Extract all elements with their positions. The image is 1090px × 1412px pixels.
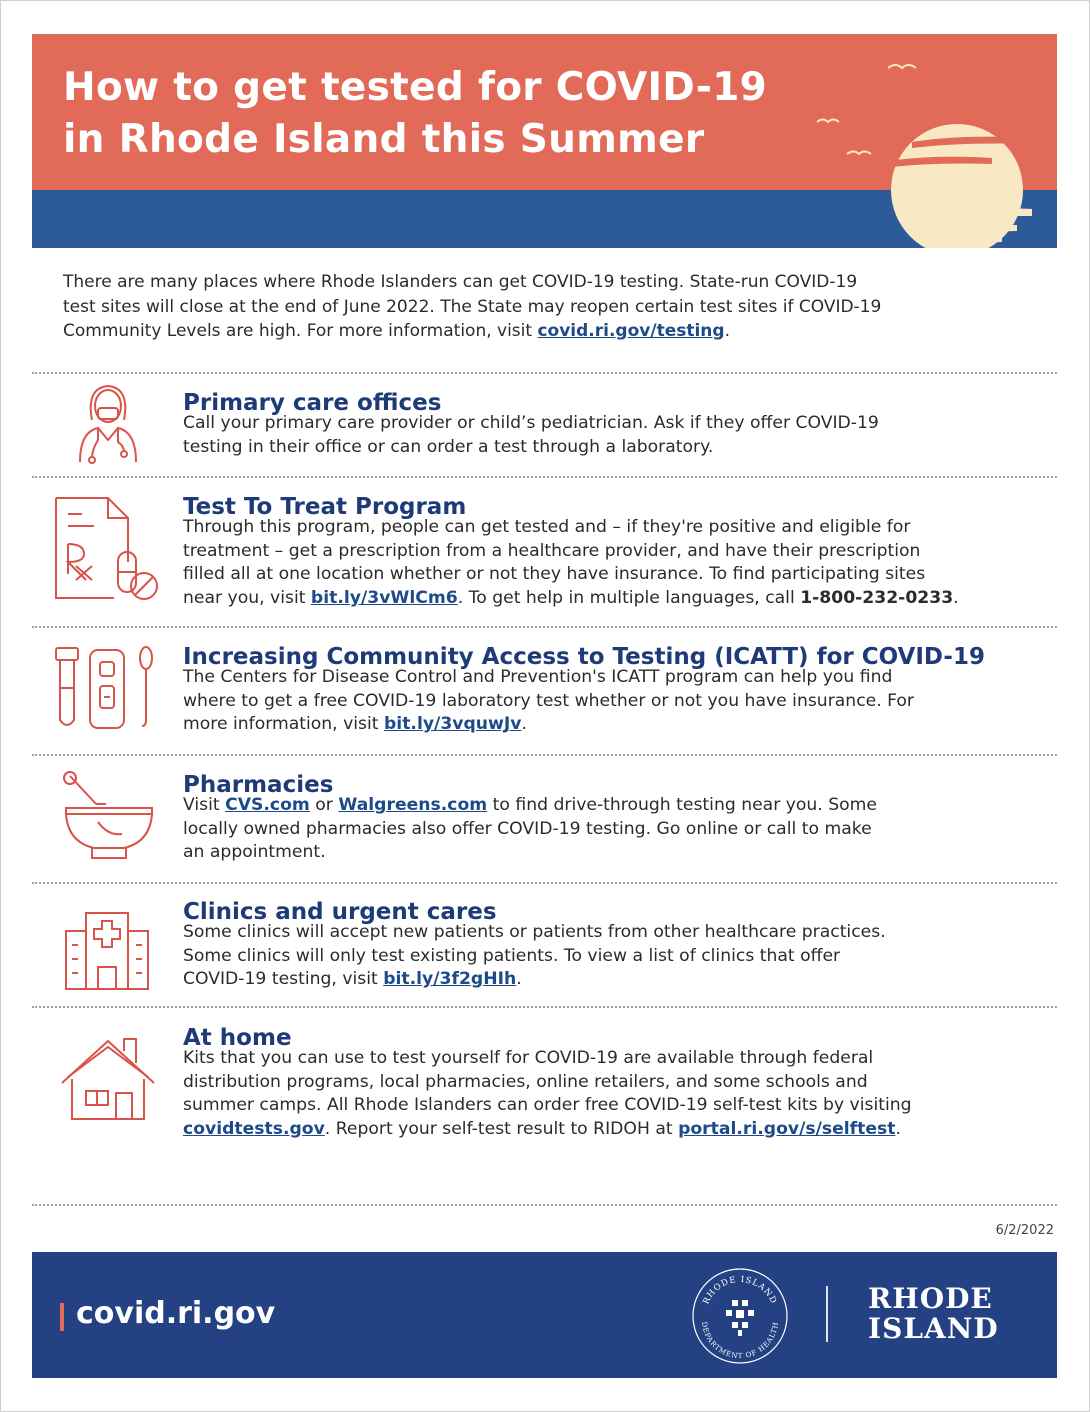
wordmark-line-2: ISLAND (868, 1312, 999, 1345)
icatt-link[interactable]: bit.ly/3vquwJv (384, 714, 522, 735)
cvs-link[interactable]: CVS.com (225, 795, 310, 815)
at-home-line-1: Kits that you can use to test yourself for COVID-19 are available through federal (183, 1048, 874, 1068)
pharmacies-text-or: or (309, 795, 339, 815)
pharmacies-line-2: locally owned pharmacies also offer COVID-19 testing. Go online or call to make (183, 818, 872, 839)
prescription-icon (52, 494, 162, 606)
divider (32, 1006, 1057, 1008)
icatt-line-1: The Centers for Disease Control and Prevention's ICATT program can help you find (183, 667, 893, 687)
at-home-text: . Report your self-test result to RIDOH at (324, 1118, 679, 1139)
test-to-treat-title: Test To Treat Program (183, 494, 467, 520)
seal-text-top: RHODE ISLAND (701, 1274, 779, 1307)
icatt-title: Increasing Community Access to Testing (ICATT) for COVID-19 (183, 644, 985, 670)
icatt-text: more information, visit (183, 714, 384, 735)
test-to-treat-text-2: . To get help in multiple languages, call (457, 587, 801, 608)
divider (32, 882, 1057, 884)
wordmark-line-1: RHODE (868, 1282, 993, 1315)
walgreens-link[interactable]: Walgreens.com (338, 795, 488, 815)
clinics-line-2: Some clinics will only test existing patients. To view a list of clinics that offer (183, 945, 841, 966)
at-home-line-2: distribution programs, local pharmacies, online retailers, and some schools and (183, 1071, 868, 1092)
clinics-punct: . (516, 969, 522, 990)
document-date: 6/2/2022 (995, 1223, 1054, 1238)
clinics-text: COVID-19 testing, visit (183, 969, 384, 990)
rhode-island-wordmark (868, 1284, 999, 1344)
test-to-treat-punct: . (953, 587, 959, 608)
icatt-punct: . (521, 714, 527, 735)
test-to-treat-line-3: filled all at one location whether or not they have insurance. To find participating sites (183, 564, 926, 585)
primary-care-line-2: testing in their office or can order a test through a laboratory. (183, 436, 714, 457)
clinics-title: Clinics and urgent cares (183, 899, 497, 925)
test-kit-icon (52, 644, 162, 732)
divider (32, 1204, 1057, 1206)
page-title (63, 62, 767, 166)
icatt-body (183, 666, 914, 737)
house-icon (52, 1031, 162, 1127)
intro-punct: . (724, 321, 730, 341)
test-to-treat-body (183, 516, 959, 610)
divider (32, 754, 1057, 756)
header-banner (32, 34, 1057, 248)
primary-care-line-1: Call your primary care provider or child’s pediatrician. Ask if they offer COVID-19 (183, 413, 879, 433)
at-home-punct: . (895, 1118, 901, 1139)
intro-line-2: test sites will close at the end of June 2022. The State may reopen certain test sites if COVID-19 (63, 296, 882, 317)
pharmacies-title: Pharmacies (183, 772, 334, 798)
pharmacies-text-2: to find drive-through testing near you. Some (487, 795, 877, 815)
title-line-2: in Rhode Island this Summer (63, 117, 705, 162)
at-home-body (183, 1047, 912, 1141)
selftest-portal-link[interactable]: portal.ri.gov/s/selftest (678, 1118, 896, 1139)
primary-care-title: Primary care offices (183, 390, 442, 416)
mortar-pestle-icon (52, 770, 162, 862)
clinics-line-1: Some clinics will accept new patients or patients from other healthcare practices. (183, 922, 886, 942)
pharmacies-line-3: an appointment. (183, 842, 326, 863)
intro-paragraph (63, 270, 1023, 344)
primary-care-body (183, 412, 879, 459)
footer-separator (826, 1286, 828, 1342)
icatt-line-3 (183, 713, 914, 737)
intro-text: Community Levels are high. For more information, visit (63, 321, 538, 341)
doctor-icon (52, 380, 162, 470)
ridoh-seal-icon (690, 1266, 790, 1366)
divider (32, 626, 1057, 628)
seal-text-bottom: DEPARTMENT OF HEALTH (699, 1321, 781, 1361)
helpline-number[interactable]: 1-800-232-0233 (800, 587, 954, 608)
hospital-icon (52, 909, 162, 991)
intro-line-1: There are many places where Rhode Islanders can get COVID-19 testing. State-run COVID-19 (63, 272, 858, 292)
test-to-treat-text: near you, visit (183, 587, 311, 608)
footer (32, 1252, 1057, 1378)
intro-line-3 (63, 319, 1023, 344)
at-home-line-4 (183, 1118, 912, 1142)
title-line-1: How to get tested for COVID-19 (63, 65, 768, 110)
clinics-body (183, 921, 886, 992)
svg-text:RHODE ISLAND (701, 1275, 778, 1306)
footer-url-link[interactable]: covid.ri.gov (76, 1296, 276, 1331)
footer-accent-bar (60, 1303, 64, 1331)
pharmacies-body (183, 794, 877, 865)
at-home-line-3: summer camps. All Rhode Islanders can order free COVID-19 self-test kits by visiting (183, 1095, 912, 1116)
divider (32, 476, 1057, 478)
pharmacies-line-1 (183, 794, 877, 818)
divider (32, 372, 1057, 374)
test-to-treat-link[interactable]: bit.ly/3vWlCm6 (310, 587, 458, 608)
at-home-title: At home (183, 1025, 292, 1051)
test-to-treat-line-1: Through this program, people can get tested and – if they're positive and eligible for (183, 517, 911, 537)
test-to-treat-line-2: treatment – get a prescription from a healthcare provider, and have their prescription (183, 540, 921, 561)
icatt-line-2: where to get a free COVID-19 laboratory test whether or not you have insurance. For (183, 690, 914, 711)
testing-link[interactable]: covid.ri.gov/testing (537, 321, 725, 341)
covidtests-link[interactable]: covidtests.gov (183, 1118, 325, 1139)
clinics-line-3 (183, 968, 886, 992)
test-to-treat-line-4 (183, 587, 959, 611)
pharmacies-text: Visit (183, 795, 226, 815)
clinics-link[interactable]: bit.ly/3f2gHIh (383, 969, 517, 990)
